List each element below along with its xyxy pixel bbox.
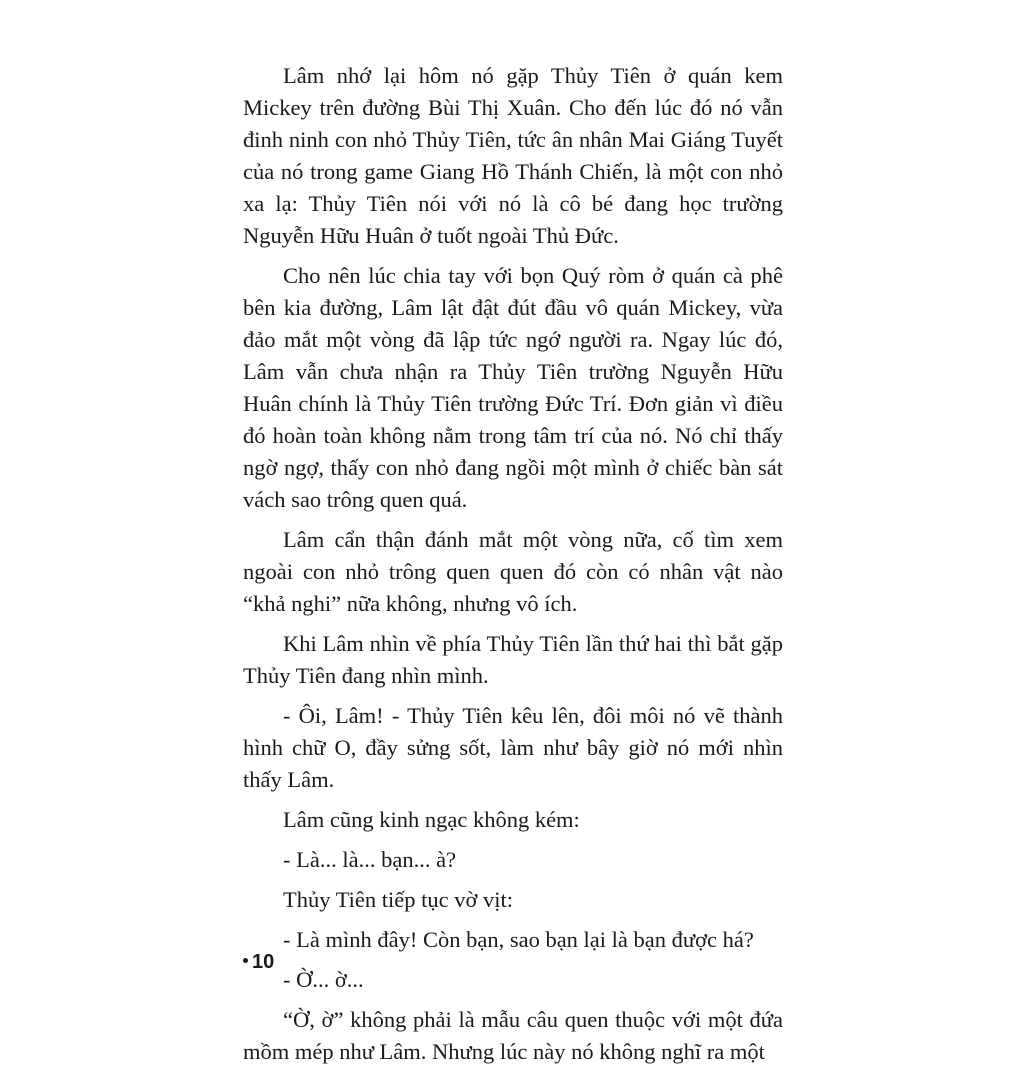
paragraph-6: Lâm cũng kinh ngạc không kém:: [283, 807, 580, 832]
paragraph-8: Thủy Tiên tiếp tục vờ vịt:: [283, 887, 514, 912]
paragraph-1: Lâm nhớ lại hôm nó gặp Thủy Tiên ở quán kem Mickey trên đường Bùi Thị Xuân. Cho đến lúc đó nó vẫn đinh ninh con nhỏ Thủy Tiên, tức ân nhân Mai Giáng Tuyết của nó trong game Giang Hồ Thánh Chiến, là một con nhỏ xa lạ: Thủy Tiên nói với nó là cô bé đang học trường Nguyễn Hữu Huân ở tuốt ngoài Thủ Đức.: [243, 63, 783, 248]
paragraph-2: Cho nên lúc chia tay với bọn Quý ròm ở quán cà phê bên kia đường, Lâm lật đật đút đầu vô quán Mickey, vừa đảo mắt một vòng đã lập tức ngớ người ra. Ngay lúc đó, Lâm vẫn chưa nhận ra Thủy Tiên trường Nguyễn Hữu Huân chính là Thủy Tiên trường Đức Trí. Đơn giản vì điều đó hoàn toàn không nằm trong tâm trí của nó. Nó chỉ thấy ngờ ngợ, thấy con nhỏ đang ngồi một mình ở chiếc bàn sát vách sao trông quen quá.: [243, 263, 783, 512]
page-number: [243, 950, 274, 974]
paragraph-4: Khi Lâm nhìn về phía Thủy Tiên lần thứ hai thì bắt gặp Thủy Tiên đang nhìn mình.: [243, 631, 783, 688]
page-number-value: 10: [252, 951, 275, 973]
body-text: [243, 60, 783, 1076]
paragraph-9: - Là mình đây! Còn bạn, sao bạn lại là bạn được há?: [283, 927, 754, 952]
paragraph-3: Lâm cẩn thận đánh mắt một vòng nữa, cố tìm xem ngoài con nhỏ trông quen quen đó còn có nhân vật nào “khả nghi” nữa không, nhưng vô ích.: [243, 527, 783, 616]
paragraph-5: - Ôi, Lâm! - Thủy Tiên kêu lên, đôi môi nó vẽ thành hình chữ O, đầy sửng sốt, làm như bây giờ nó mới nhìn thấy Lâm.: [243, 703, 783, 792]
paragraph-10: - Ờ... ờ...: [283, 967, 364, 992]
bullet-dot-icon: [243, 958, 248, 963]
paragraph-7: - Là... là... bạn... à?: [283, 847, 457, 872]
paragraph-11: “Ờ, ờ” không phải là mẫu câu quen thuộc với một đứa mồm mép như Lâm. Nhưng lúc này nó không nghĩ ra một: [243, 1007, 783, 1064]
